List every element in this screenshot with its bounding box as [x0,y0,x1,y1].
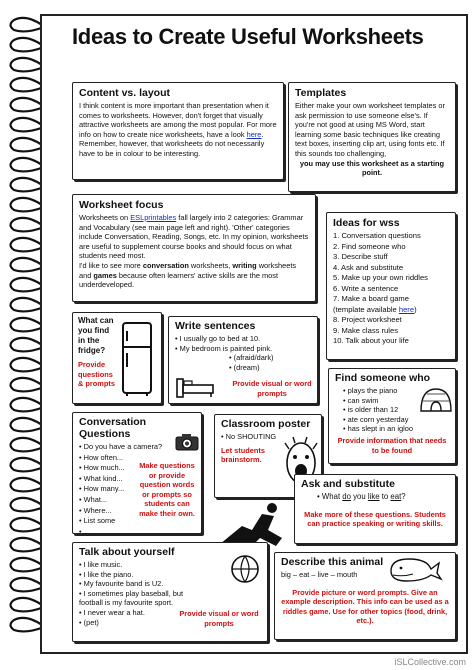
worksheet-focus-preference: I'd like to see more conversation worksheets, writing worksheets and games because often learners' active skills are the most underdeveloped. [79,260,297,290]
list-item: 4. Ask and substitute [333,262,404,272]
list-item: • Where... [79,506,195,517]
list-item: • (dream) [229,363,311,373]
talk-about-note: Provide visual or word prompts [179,609,259,628]
list-item: • What kind... [79,474,195,485]
describe-animal-box [274,552,456,640]
content-vs-layout-box [72,82,284,180]
conversation-heading: Conversation Questions [79,416,147,440]
list-item: • My favourite band is U2. [79,579,199,589]
fridge-note: Provide questions & prompts [78,360,115,389]
list-item: • How often... [79,453,195,464]
describe-animal-heading: Describe this animal [281,556,384,568]
igloo-icon [419,387,453,413]
list-item: • plays the piano [343,386,449,396]
write-sentences-heading: Write sentences [175,320,256,332]
list-item: • What... [79,495,195,506]
here-link[interactable]: here [246,129,262,139]
ideas-heading: Ideas for wss [333,217,400,229]
templates-box [288,82,456,192]
classroom-poster-heading: Classroom poster [221,418,311,430]
ideas-box [326,212,456,360]
list-item: • How much... [79,463,195,474]
list-item: • (pet) [79,618,199,628]
write-sentences-box [168,316,318,404]
list-item: 10. Talk about your life [333,336,409,345]
eslprintables-link[interactable]: ESLprintables [130,213,177,222]
classroom-poster-note: Let students brainstorm. [221,445,265,465]
list-item: 7. Make a board game [333,294,409,303]
list-item: • I like music. [79,560,199,570]
worksheet-focus-heading: Worksheet focus [79,199,164,211]
worksheet-focus-text: Worksheets on ESLprintables fall largely into 2 categories: Grammar and Vocabulary (see main page left and right). 'Other' categories include Conversation, Reading, Songs, etc. In my opinion, worksheets are useful to supplement course books and should focus on what students need most. [79,213,309,261]
list-item: • ate corn yesterday [343,415,449,425]
find-someone-note: Provide information that needs to be found [337,435,447,455]
list-item: • No SHOUTING [221,432,315,442]
list-item: • (afraid/dark) [229,353,311,363]
templates-text: Either make your own worksheet templates or ask permission to use someone else's. If you're not good at using MS Word, start learning some basic techniques like creating text boxes, inserting clip art, using fonts etc. If this sounds too challenging, [295,101,445,158]
list-item: • I usually go to bed at 10. [175,334,311,344]
talk-about-heading: Talk about yourself [79,546,175,558]
write-sentences-note: Provide visual or word prompts [232,379,312,398]
find-someone-heading: Find someone who [335,372,431,384]
content-vs-layout-heading: Content vs. layout [79,87,171,99]
content-vs-layout-text: I think content is more important than presentation when it comes to worksheets. However, don't forget that visually attractive worksheets are among the most popular. For more info on how to create nice worksheets, have a look here. [79,101,277,139]
ask-substitute-box [294,474,456,544]
list-item: • I like the piano. [79,570,199,580]
ask-substitute-note: Make more of these questions. Students can practice speaking or writing skills. [304,509,446,529]
list-item: • has slept in an igloo [343,424,449,434]
list-item: • can swim [343,396,449,406]
list-item: • ... [79,527,195,538]
list-item: 6. Write a sentence [333,283,399,293]
camera-icon [175,433,199,451]
list-item: • Do you have a camera? [79,442,195,453]
list-item: 1. Conversation questions [333,231,421,240]
template-here-link[interactable]: here [398,304,415,314]
page-title: Ideas to Create Useful Worksheets [72,24,424,49]
templates-heading: Templates [295,87,347,99]
list-item: • I never wear a hat. [79,608,199,618]
bed-icon [175,375,215,399]
describe-animal-words: big – eat – live – mouth [281,570,358,579]
list-item: • I sometimes play baseball, but football is my favourite sport. [79,589,199,608]
list-item: 3. Describe stuff [333,252,388,261]
list-item: • My bedroom is painted pink. [175,344,311,354]
talk-about-box [72,542,268,642]
templates-bold: you may use this worksheet as a starting point. [299,158,445,178]
fridge-icon [119,321,155,397]
ask-substitute-question: • What do you like to eat? [317,492,406,501]
content-vs-layout-remember: Remember, however, that worksheets do not necessarily have to be in colour to be interesting. [79,139,265,158]
ideas-list [333,231,449,347]
ask-substitute-heading: Ask and substitute [301,478,395,490]
list-item: 5. Make up your own riddles [333,273,428,282]
worksheet-focus-box [72,194,316,302]
list-item: • How many... [79,484,195,495]
conversation-note: Make questions or provide question words or prompts so students can make their own. [139,461,195,518]
watermark: iSLCollective.com [394,657,466,667]
describe-animal-note: Provide picture or word prompts. Give an example description. This info can be used as a riddles game. Use for other topics (food, drink, etc.). [281,587,449,626]
list-item: 9. Make class rules [333,325,398,335]
fridge-box [72,312,162,404]
write-sentences-prompts [229,353,311,372]
list-item: 2. Find someone who [333,241,406,251]
conversation-box [72,412,202,534]
whale-icon [387,553,443,583]
fridge-heading: What can you find in the fridge? [78,316,114,355]
write-sentences-list [175,334,311,353]
list-item: • is older than 12 [343,405,449,415]
list-item: (template available here) [333,304,417,314]
find-someone-box [328,368,456,464]
beach-ball-icon [229,553,261,585]
list-item: • List some [79,516,195,527]
list-item: 8. Project worksheet [333,315,402,324]
